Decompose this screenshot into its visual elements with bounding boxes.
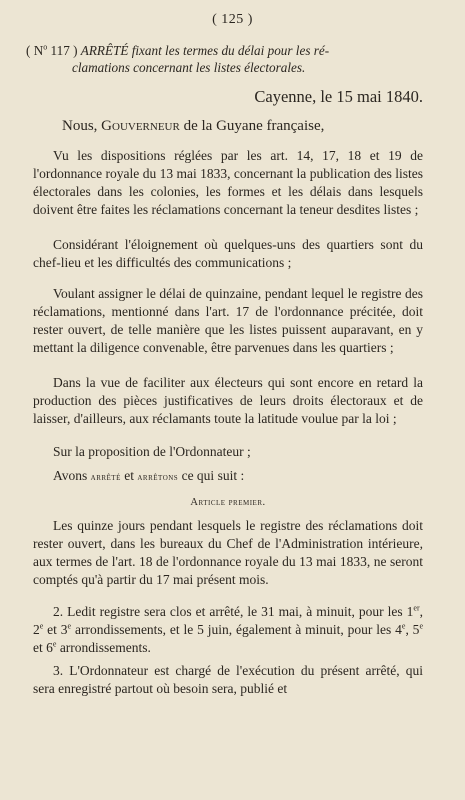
page-number: ( 125 )	[212, 12, 253, 27]
dateline: Cayenne, le 15 mai 1840.	[254, 87, 423, 106]
document-heading	[26, 42, 426, 76]
heading-arrete: ARRÊTÉ	[80, 43, 129, 58]
paragraph-sur-la-proposition: Sur la proposition de l'Ordonnateur ;	[53, 444, 251, 459]
heading-number: ( $N^o$ 117 )	[26, 42, 78, 58]
paragraph-dans-la-vue: Dans la vue de faciliter aux électeurs qui sont encore en retard la production des pièces justificatives de leurs droits électoraux et de laisser, d'ailleurs, aux réclamants toute la latitude voulue par la loi ;	[33, 375, 423, 426]
article-premier-heading: Article premier.	[190, 497, 266, 508]
nous-gouverneur: Nous, Gouverneur de la Guyane française,	[62, 118, 325, 134]
paragraph-avons-arrete: Avons arrêté et arrêtons ce qui suit :	[53, 468, 245, 483]
paragraph-article-3: 3. L'Ordonnateur est chargé de l'exécution du présent arrêté, qui sera enregistré partout où besoin sera, publié et	[33, 663, 423, 696]
paragraph-article-2: 2. Ledit registre sera clos et arrêté, le 31 mai, à minuit, pour les 1er, 2e et 3e arrondissements, et le 5 juin, également à minuit, pour les 4e, 5e et 6e arrondissements.	[33, 603, 423, 655]
paragraph-voulant: Voulant assigner le délai de quinzaine, pendant lequel le registre des réclamations, mentionné dans l'art. 17 de l'ordonnance précitée, doit rester ouvert, de telle manière que les listes puissent auparavant, en y mettant la diligence convenable, être parvenues dans les quartiers ;	[33, 286, 423, 355]
heading-title-line2: clamations concernant les listes électorales.	[72, 60, 306, 75]
paragraph-article-1: Les quinze jours pendant lesquels le registre des réclamations doit rester ouvert, dans les bureaux du Chef de l'Administration intérieure, aux termes de l'art. 18 de l'ordonnance royale du 13 mai 1833, ne seront comptés qu'à partir du 17 mai présent mois.	[33, 518, 423, 587]
paragraph-vu: Vu les dispositions réglées par les art. 14, 17, 18 et 19 de l'ordonnance royale du 13 mai 1833, concernant la publication des listes électorales dans les colonies, les formes et les délais dans lesquels doivent être faites les réclamations concernant la teneur desdites listes ;	[33, 148, 423, 217]
heading-title-line1: fixant les termes du délai pour les ré-	[131, 43, 330, 58]
paragraph-considerant: Considérant l'éloignement où quelques-uns des quartiers sont du chef-lieu et les difficultés des communications ;	[33, 237, 423, 270]
